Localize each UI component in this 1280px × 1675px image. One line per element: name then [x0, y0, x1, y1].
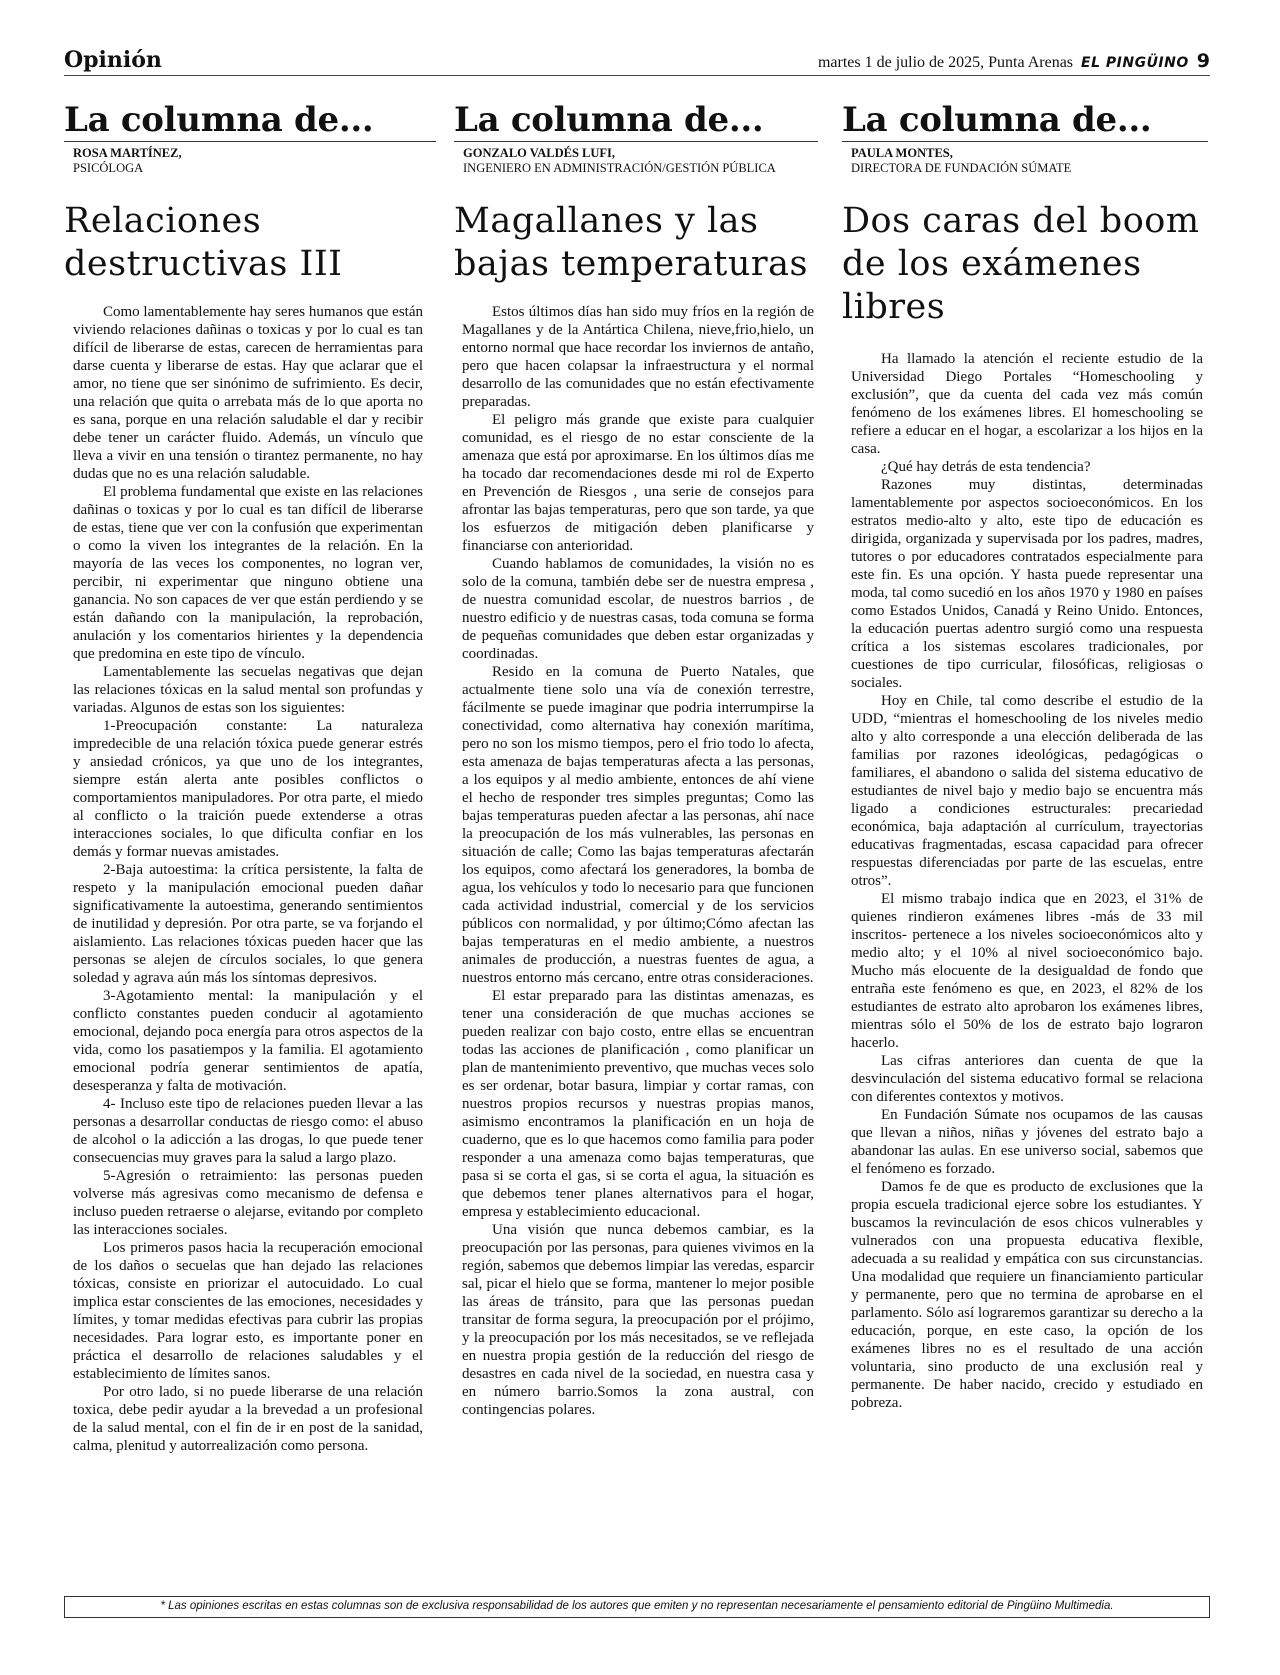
column-3: [842, 100, 1208, 329]
section-name: Opinión: [64, 47, 162, 73]
paragraph: Lamentablemente las secuelas negativas que dejan las relaciones tóxicas en la salud mental son profundas y variadas. Algunos de estas son los siguientes:: [73, 664, 423, 716]
paragraph: 5-Agresión o retraimiento: las personas pueden volverse más agresivas como mecanismo de defensa e incluso pueden retraerse o alejarse, evitando por completo las interacciones sociales.: [73, 1168, 423, 1238]
paragraph: Resido en la comuna de Puerto Natales, que actualmente tiene solo una vía de conexión terrestre, fácilmente se puede imaginar que podria interrumpirse la conectividad, como alternativa hay conexión marítima, pero no son los mismo tiempos, pero el frio todo lo afecta, esta amenaza de bajas temperaturas afecta a las personas, a los equipos y al medio ambiente, entonces de ahí viene el hecho de responder tres simples preguntas; Como las bajas temperaturas pueden afectar a las personas, ahí nace la preocupación de los más vulnerables, las personas en situación de calle; Como las bajas temperaturas afectarán los equipos, como afectará los generadores, la bomba de agua, los vehículos y todo lo necesario para que funcionen cada actividad industrial, comercial y de los servicios públicos con normalidad, y por último;Cómo afectan las bajas temperaturas en el medio ambiente, a nuestros animales de producción, a nuestras fuentes de agua, a nuestros entorno más cercano, entre otras consideraciones.: [462, 664, 814, 986]
paragraph: 3-Agotamiento mental: la manipulación y el conflicto constantes pueden conducir al agotamiento emocional, dejando poca energía para otros aspectos de la vida, como los pasatiempos y la familia. El agotamiento emocional podría generar sentimientos de apatía, desesperanza y falta de motivación.: [73, 988, 423, 1094]
paragraph: 2-Baja autoestima: la crítica persistente, la falta de respeto y la manipulación emocional pueden dañar significativamente la autoestima, generando sentimientos de inutilidad y depresión. Por otra parte, se va forjando el aislamiento. Las relaciones tóxicas pueden hacer que las personas se alejen de círculos sociales, lo que genera soledad y agrava aún más los síntomas depresivos.: [73, 862, 423, 986]
paragraph: 4- Incluso este tipo de relaciones pueden llevar a las personas a desarrollar conductas de riesgo como: el abuso de alcohol o la adicción a las drogas, lo que puede tener consecuencias muy graves para la salud a largo plazo.: [73, 1096, 423, 1166]
author-role: DIRECTORA DE FUNDACIÓN SÚMATE: [851, 161, 1072, 175]
column-header: La columna de...: [842, 100, 1208, 142]
paragraph: Cuando hablamos de comunidades, la visión no es solo de la comuna, también debe ser de nuestra empresa , de nuestra comunidad escolar, de nuestros barrios , de nuestro edificio y de nuestras casas, toda comuna se forma de pequeñas comunidades que deben estar organizadas y coordinadas.: [462, 556, 814, 662]
masthead: [64, 46, 1210, 76]
paragraph: 1-Preocupación constante: La naturaleza impredecible de una relación tóxica puede generar estrés y ansiedad crónicos, ya que uno de los integrantes, siempre están alerta ante posibles conflictos o comportamientos manipuladores. Por otra parte, el miedo al conflicto o la traición puede extenderse a otras interacciones sociales, lo que dificulta confiar en los demás y formar nuevas amistades.: [73, 718, 423, 860]
paragraph: ¿Qué hay detrás de esta tendencia?: [881, 459, 1091, 475]
page-number: 9: [1196, 50, 1210, 72]
author-role: INGENIERO EN ADMINISTRACIÓN/GESTIÓN PÚBLICA: [463, 161, 776, 175]
article-body: [73, 303, 423, 1455]
article-body: [851, 350, 1203, 1412]
paragraph: Estos últimos días han sido muy fríos en la región de Magallanes y de la Antártica Chilena, nieve,frio,hielo, un entorno normal que hace recordar los inviernos de antaño, pero que hacen colapsar la infraestructura y el normal desarrollo de las comunidades que no están efectivamente preparadas.: [462, 304, 814, 410]
author-name: ROSA MARTÍNEZ,: [73, 146, 182, 160]
issue-date: martes 1 de julio de 2025, Punta Arenas: [817, 54, 1074, 71]
paragraph: Hoy en Chile, tal como describe el estudio de la UDD, “mientras el homeschooling de los niveles medio alto y alto corresponde a una elección deliberada de las familias por razones ideológicas, pedagógicas o familiares, el abandono o salida del sistema educativo de estudiantes de nivel bajo y medio bajo se encuentra más ligado a condiciones estructurales: precariedad económica, baja adaptación al currículum, trayectorias educativas fragmentadas, escasa capacidad para ofrecer respuestas diferenciadas por parte de las escuelas, entre otros”.: [851, 693, 1203, 889]
paragraph: Las cifras anteriores dan cuenta de que la desvinculación del sistema educativo formal se relaciona con diferentes contextos y motivos.: [851, 1053, 1203, 1105]
article-title: Magallanes y las bajas temperaturas: [454, 201, 808, 284]
paragraph: Por otro lado, si no puede liberarse de una relación toxica, debe pedir ayudar a la brevedad a un profesional de la salud mental, con el fin de ir en post de la sanidad, calma, plenitud y autorrealización como persona.: [73, 1384, 423, 1454]
article-title: Relaciones destructivas III: [64, 201, 343, 284]
paragraph: El estar preparado para las distintas amenazas, es tener una consideración de que muchas acciones se pueden realizar con bajo costo, entre ellas se encuentran todas las acciones de planificación , como planificar un plan de mantenimiento preventivo, que muchas veces solo es ser ordenar, botar basura, limpiar y cortar ramas, con nuestros propios recursos y nuestras propias manos, asimismo encontramos la planificación en un hoja de cuaderno, que es lo que hacemos como familia para poder responder a una amenaza como bajas temperaturas, que pasa si se corta el gas, si se corta el agua, la situación es que debemos tener planes alternativos para el hogar, empresa y establecimiento educacional.: [462, 988, 814, 1220]
author-role: PSICÓLOGA: [73, 161, 144, 175]
paragraph: Una visión que nunca debemos cambiar, es la preocupación por las personas, para quienes vivimos en la región, sabemos que debemos limpiar las veredas, esparcir sal, picar el hielo que se forma, mantener lo mejor posible las áreas de tránsito, para que las personas puedan transitar de forma segura, la preocupación por el prójimo, y la preocupación por los más necesitados, se ve reflejada en nuestra propia gestión de la reducción del riesgo de desastres en cada nivel de la sociedad, en nuestra casa y en número barrio.Somos la zona austral, con contingencias polares.: [462, 1222, 814, 1418]
column-header: La columna de...: [454, 100, 818, 142]
paragraph: Ha llamado la atención el reciente estudio de la Universidad Diego Portales “Homeschooling y exclusión”, que da cuenta del cada vez más común fenómeno de los exámenes libres. El homeschooling se refiere a educar en el hogar, a escolarizar a los hijos en la casa.: [851, 351, 1203, 457]
paragraph: El mismo trabajo indica que en 2023, el 31% de quienes rindieron exámenes libres -más de 33 mil inscritos- pertenece a los niveles socioeconómicos alto y medio alto; y el 10% al nivel socioeconómico bajo. Mucho más elocuente de la desigualdad de fondo que entraña este fenómeno es que, en 2023, el 82% de los estudiantes de estrato alto aprobaron los exámenes libres, mientras sólo el 50% de los de estrato bajo lograron hacerlo.: [851, 891, 1203, 1051]
paragraph: Los primeros pasos hacia la recuperación emocional de los daños o secuelas que han dejado las relaciones tóxicas, consiste en priorizar el autocuidado. Lo cual implica estar conscientes de las emociones, necesidades y límites, y tomar medidas efectivas para cubrir las propias necesidades. Para lograr esto, es importante poner en práctica el desarrollo de relaciones saludables y el establecimiento de límites sanos.: [73, 1240, 423, 1382]
paragraph: El problema fundamental que existe en las relaciones dañinas o toxicas y por lo cual es tan difícil de liberarse de estas, tiene que ver con la confusión que experimentan o como la viven los integrantes de la relación. En la mayoría de las veces los componentes, no logran ver, percibir, ni experimentar que ninguno obtiene una ganancia. No son capaces de ver que están perdiendo y se están dañando con la manipulación, la reprobación, anulación y los comentarios hirientes y la dependencia que predomina en este tipo de vínculo.: [73, 484, 423, 662]
newspaper-logo: EL PINGÜINO: [1081, 55, 1189, 71]
disclaimer-box: * Las opiniones escritas en estas columnas son de exclusiva responsabilidad de los autores que emiten y no representan necesariamente el pensamiento editorial de Pingüino Multimedia.: [64, 1596, 1210, 1618]
article-body: [462, 303, 814, 1419]
column-header: La columna de...: [64, 100, 436, 142]
article-title: Dos caras del boom de los exámenes libres: [842, 201, 1200, 327]
paragraph: El peligro más grande que existe para cualquier comunidad, es el riesgo de no estar consciente de la amenaza que está por aproximarse. En los últimos días me ha tocado dar recomendaciones desde mi rol de Experto en Prevención de Riesgos , una serie de consejos para afrontar las bajas temperaturas, pero que son tarde, ya que los esfuerzos de mitigación deben planificarse y financiarse con anterioridad.: [462, 412, 814, 554]
author-name: GONZALO VALDÉS LUFI,: [463, 146, 616, 160]
author-name: PAULA MONTES,: [851, 146, 953, 160]
paragraph: Razones muy distintas, determinadas lamentablemente por aspectos socioeconómicos. En los estratos medio-alto y alto, este tipo de educación es dirigida, organizada y supervisada por los padres, madres, tutores o por educadores contratados especialmente para este fin. Es una opción. Y hasta puede representar una moda, tal como sucedió en los años 1970 y 1980 en países como Estados Unidos, Canadá y Reino Unido. Entonces, la educación puertas adentro surgió como una respuesta crítica a los sistemas escolares tradicionales, por cuestiones de tipo curricular, filosóficas, religiosas o sociales.: [851, 477, 1203, 691]
column-1: [64, 100, 436, 286]
masthead-info: [818, 50, 1210, 72]
paragraph: En Fundación Súmate nos ocupamos de las causas que llevan a niños, niñas y jóvenes del estrato bajo a abandonar las aulas. En ese universo social, sabemos que el fenómeno es forzado.: [851, 1107, 1203, 1177]
paragraph: Damos fe de que es producto de exclusiones que la propia escuela tradicional ejerce sobre los estudiantes. Y buscamos la revinculación de esos chicos vulnerables y vulnerados con una propuesta educativa flexible, adecuada a su realidad y empática con sus circunstancias. Una modalidad que requiere un financiamiento particular y permanente, pero que no termina de aprobarse en el parlamento. Sólo así lograremos garantizar su derecho a la educación, porque, en este caso, la opción de los exámenes libres no es el resultado de una acción voluntaria, sino producto de una exclusión real y permanente. De haber nacido, crecido y estudiado en pobreza.: [851, 1179, 1203, 1411]
column-2: [454, 100, 818, 286]
paragraph: Como lamentablemente hay seres humanos que están viviendo relaciones dañinas o toxicas y por lo cual es tan difícil de liberarse de estas, carecen de herramientas para darse cuenta y liberarse de estas. Hay que aclarar que el amor, no tiene que ser sinónimo de sufrimiento. Es decir, una relación que quita o arrebata más de lo que aporta no es sana, porque en una relación saludable el dar y recibir debe tener un carácter fluido. Además, un vínculo que lleva a vivir en una tensión o tirantez permanente, no hay dudas que no es una relación saludable.: [73, 304, 423, 482]
